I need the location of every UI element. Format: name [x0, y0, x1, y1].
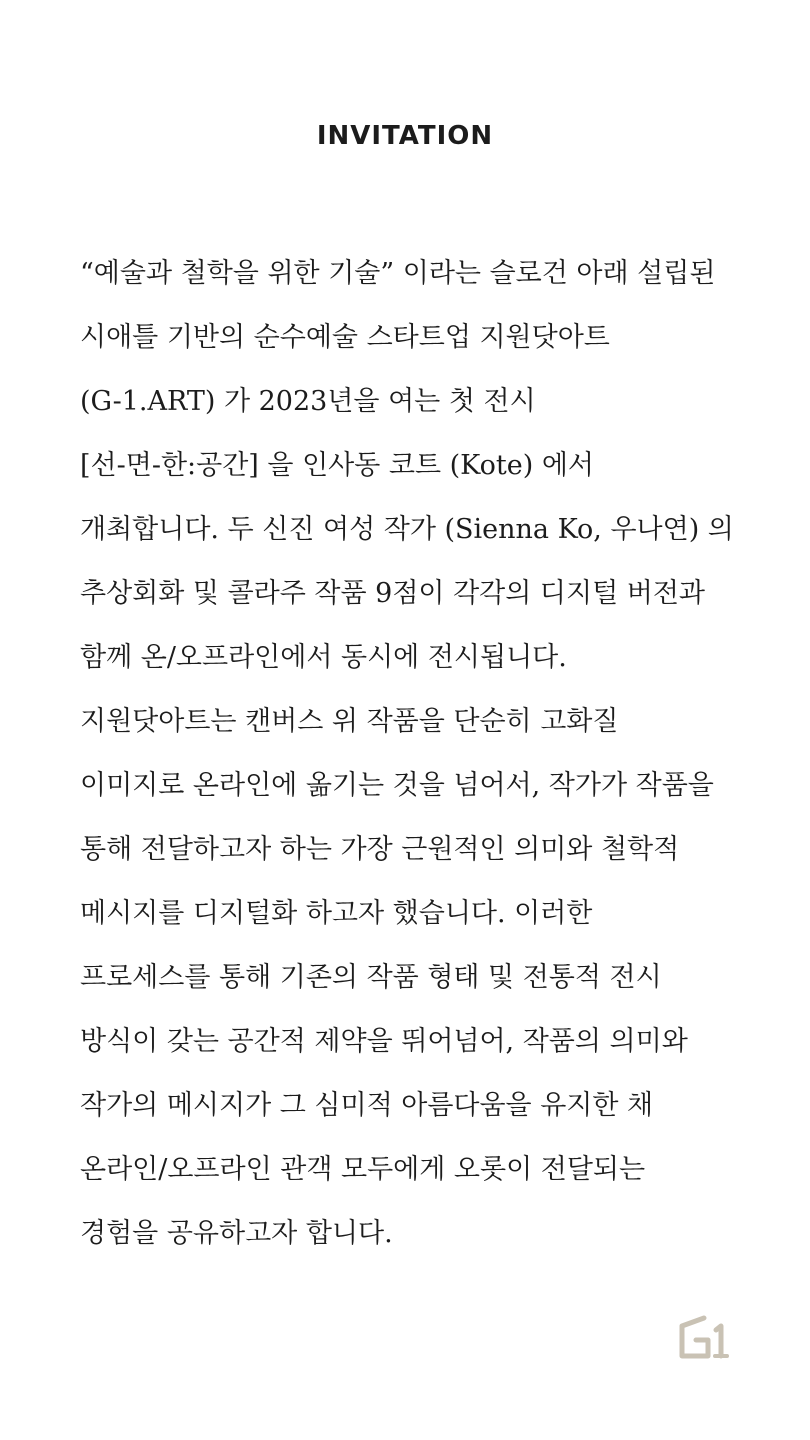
- intro-paragraph: [80, 252, 760, 700]
- mission-paragraph: [80, 700, 760, 1276]
- text-line: 이미지로 온라인에 옮기는 것을 넘어서, 작가가 작품을: [80, 770, 714, 801]
- text-line: 온라인/오프라인 관객 모두에게 오롯이 전달되는: [80, 1154, 646, 1185]
- text-line: 통해 전달하고자 하는 가장 근원적인 의미와 철학적: [80, 834, 680, 865]
- text-line: 함께 온/오프라인에서 동시에 전시됩니다.: [80, 642, 567, 673]
- text-line: 메시지를 디지털화 하고자 했습니다. 이러한: [80, 898, 593, 929]
- text-line: 작가의 메시지가 그 심미적 아름다움을 유지한 채: [80, 1090, 654, 1121]
- text-line: 방식이 갖는 공간적 제약을 뛰어넘어, 작품의 의미와: [80, 1026, 688, 1057]
- text-line: [선-면-한:공간] 을 인사동 코트 (Kote) 에서: [80, 450, 594, 481]
- page-title: INVITATION: [316, 121, 494, 151]
- text-line: 지원닷아트는 캔버스 위 작품을 단순히 고화질: [80, 706, 619, 737]
- text-line: 개최합니다. 두 신진 여성 작가 (Sienna Ko, 우나연) 의: [80, 514, 734, 545]
- text-line: 시애틀 기반의 순수예술 스타트업 지원닷아트: [80, 322, 610, 353]
- text-line: (G-1.ART) 가 2023년을 여는 첫 전시: [80, 386, 536, 417]
- text-line: 프로세스를 통해 기존의 작품 형태 및 전통적 전시: [80, 962, 662, 993]
- text-line: 경험을 공유하고자 합니다.: [80, 1218, 393, 1249]
- text-line: 추상회화 및 콜라주 작품 9점이 각각의 디지털 버전과: [80, 578, 705, 609]
- g1-logo-icon: [674, 1312, 732, 1362]
- text-line: “예술과 철학을 위한 기술” 이라는 슬로건 아래 설립된: [80, 258, 716, 289]
